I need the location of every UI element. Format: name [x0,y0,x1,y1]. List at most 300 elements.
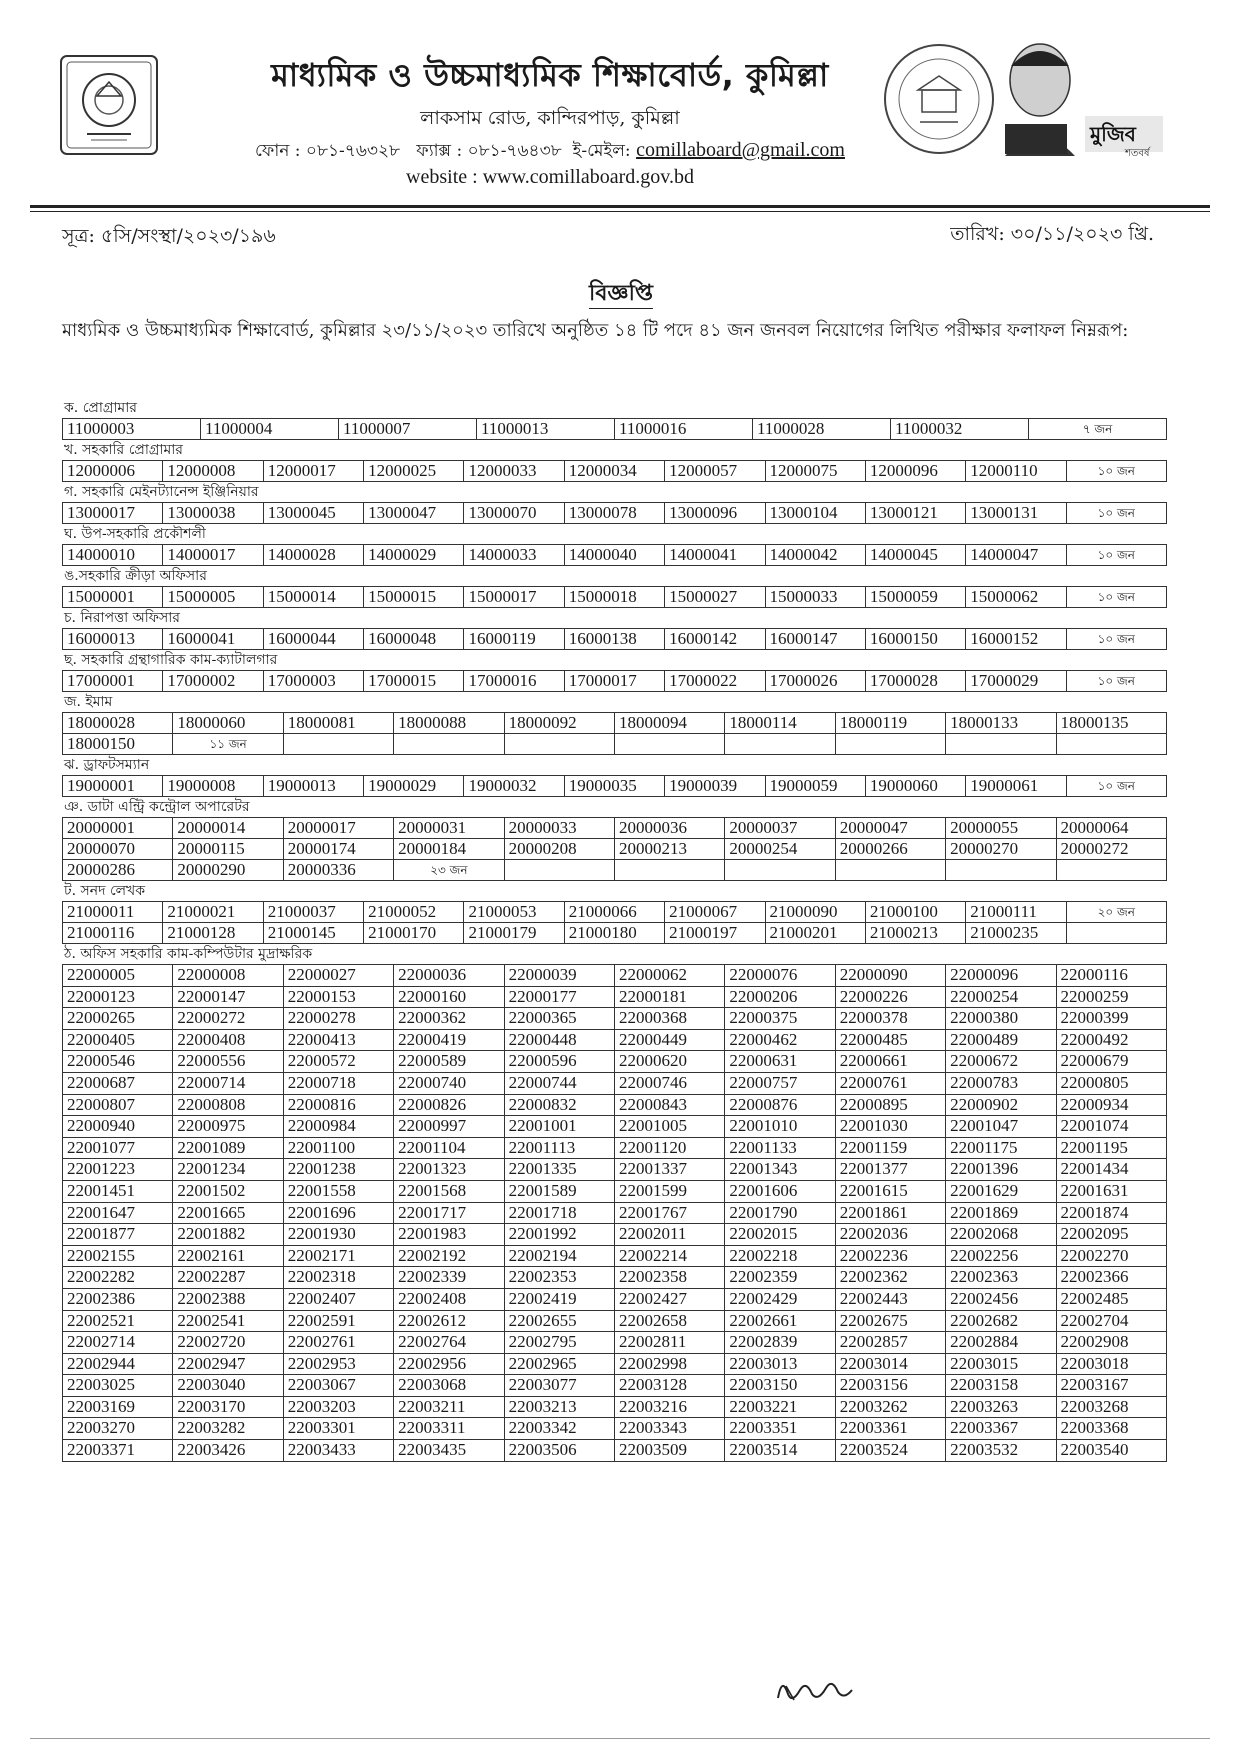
roll-number-cell: 22002015 [725,1224,835,1246]
roll-number-cell: 18000114 [725,713,835,734]
roll-number-cell: 21000201 [765,923,865,944]
roll-number-cell: 15000033 [765,587,865,608]
board-address: লাকসাম রোড, কান্দিরপাড়, কুমিল্লা [420,107,680,129]
table-row [63,1224,1167,1246]
table-row [63,1137,1167,1159]
roll-number-cell: 21000180 [564,923,664,944]
roll-number-cell: 22002944 [63,1353,173,1375]
table-row [63,1029,1167,1051]
table-row [63,1180,1167,1202]
roll-number-cell: 22002419 [504,1288,614,1310]
roll-number-cell: 22002171 [283,1245,393,1267]
roll-number-cell: 22001434 [1056,1159,1166,1181]
roll-number-cell: 22001001 [504,1116,614,1138]
table-row [63,1245,1167,1267]
roll-number-cell: 22000489 [946,1029,1056,1051]
roll-number-cell: 13000121 [865,503,965,524]
table-row [63,1116,1167,1138]
roll-number-cell: 22002068 [946,1224,1056,1246]
table-row [63,545,1167,566]
roll-number-cell: 22000572 [283,1051,393,1073]
roll-number-cell: 22002427 [614,1288,724,1310]
roll-number-cell: 21000213 [865,923,965,944]
roll-number-cell: 12000017 [263,461,363,482]
roll-number-cell: 18000135 [1056,713,1166,734]
roll-number-cell: 22002359 [725,1267,835,1289]
roll-number-cell: 16000152 [966,629,1066,650]
roll-number-cell: 22000757 [725,1072,835,1094]
roll-number-cell: 22003268 [1056,1396,1166,1418]
roll-number-cell: 16000013 [63,629,163,650]
roll-number-cell: 22001718 [504,1202,614,1224]
results-sections [62,398,1167,1462]
roll-number-cell [835,734,945,755]
roll-number-cell: 22003433 [283,1440,393,1462]
header-divider-thin [30,211,1210,212]
roll-number-cell: 21000235 [966,923,1066,944]
roll-number-cell: 17000026 [765,671,865,692]
section-title: জ. ইমাম [64,694,113,710]
roll-number-cell: 22002998 [614,1353,724,1375]
roll-number-cell: 22002270 [1056,1245,1166,1267]
memo-reference: সূত্র: ৫সি/সংস্থা/২০২৩/১৯৬ [62,225,276,247]
roll-number-cell: 22000027 [283,965,393,987]
roll-number-cell: 19000035 [564,776,664,797]
roll-number-cell: 22000039 [504,965,614,987]
email-link[interactable]: comillaboard@gmail.com [636,139,845,161]
roll-number-cell: 21000111 [966,902,1066,923]
mujib-100-portrait [965,28,1175,163]
roll-number-cell: 22001234 [173,1159,283,1181]
roll-number-cell: 20000208 [504,839,614,860]
roll-number-cell: 22000808 [173,1094,283,1116]
roll-number-cell: 22000278 [283,1008,393,1030]
roll-number-cell: 18000119 [835,713,945,734]
roll-number-cell: 22001451 [63,1180,173,1202]
roll-number-cell: 17000003 [263,671,363,692]
roll-number-cell: 22002661 [725,1310,835,1332]
roll-number-cell [504,860,614,881]
roll-number-cell: 22001077 [63,1137,173,1159]
roll-number-cell: 20000047 [835,818,945,839]
roll-number-cell [504,734,614,755]
table-row [63,818,1167,839]
roll-number-cell: 18000094 [614,713,724,734]
candidate-count: ১০ জন [1066,776,1166,797]
roll-number-cell: 21000179 [464,923,564,944]
roll-number-cell: 22003014 [835,1353,945,1375]
roll-number-cell: 22002282 [63,1267,173,1289]
roll-number-cell: 22000718 [283,1072,393,1094]
roll-number-cell: 22000672 [946,1051,1056,1073]
section-title: ঠ. অফিস সহকারি কাম-কম্পিউটার মুদ্রাক্ষরিক [64,946,313,962]
roll-number-cell: 22001175 [946,1137,1056,1159]
candidate-count: ২০ জন [1066,902,1166,923]
roll-number-cell: 22003025 [63,1375,173,1397]
roll-number-cell: 22000005 [63,965,173,987]
result-section [62,440,1167,482]
roll-number-cell: 22000259 [1056,986,1166,1008]
roll-number-cell: 21000053 [464,902,564,923]
roll-number-cell: 21000052 [364,902,464,923]
roll-number-cell: 17000029 [966,671,1066,692]
result-section [62,482,1167,524]
table-row [63,734,1167,755]
table-row [63,923,1167,944]
table-row [63,587,1167,608]
table-row [63,860,1167,881]
memo-date: তারিখ: ৩০/১১/২০২৩ খ্রি. [950,223,1154,245]
table-row [63,1072,1167,1094]
roll-number-cell: 22002965 [504,1353,614,1375]
website-link[interactable]: website : www.comillaboard.gov.bd [406,166,694,188]
table-row [63,1159,1167,1181]
roll-number-cell: 15000017 [464,587,564,608]
roll-number-cell: 22003367 [946,1418,1056,1440]
roll-number-cell: 22002591 [283,1310,393,1332]
section-title: ক. প্রোগ্রামার [64,400,137,416]
section-title: ট. সনদ লেখক [64,883,146,899]
roll-number-cell: 22003169 [63,1396,173,1418]
table-row [63,1202,1167,1224]
roll-number-cell: 22000375 [725,1008,835,1030]
roll-number-cell: 20000014 [173,818,283,839]
fax-number: ফ্যাক্স : ০৮১-৭৬৪৩৮ [416,141,562,161]
roll-number-cell: 20000033 [504,818,614,839]
table-row [63,461,1167,482]
roll-number-cell: 22000449 [614,1029,724,1051]
result-section [62,881,1167,944]
roll-number-cell: 22003128 [614,1375,724,1397]
roll-number-cell: 22000631 [725,1051,835,1073]
table-row [63,1094,1167,1116]
roll-number-cell: 22001589 [504,1180,614,1202]
roll-number-cell: 22000975 [173,1116,283,1138]
table-row [63,1332,1167,1354]
roll-number-cell [283,734,393,755]
roll-number-cell: 22002353 [504,1267,614,1289]
roll-number-cell: 22001877 [63,1224,173,1246]
roll-number-cell: 20000037 [725,818,835,839]
roll-number-cell: 22003540 [1056,1440,1166,1462]
board-seal-logo [57,52,161,158]
roll-number-cell: 15000005 [163,587,263,608]
roll-number-cell: 22001159 [835,1137,945,1159]
roll-number-cell: 19000059 [765,776,865,797]
roll-number-cell: 22000405 [63,1029,173,1051]
table-row [63,503,1167,524]
roll-number-cell: 22002811 [614,1332,724,1354]
roll-number-cell: 16000138 [564,629,664,650]
roll-number-cell: 22000419 [394,1029,504,1051]
table-row [63,986,1167,1008]
roll-number-cell: 22001238 [283,1159,393,1181]
roll-number-cell: 22001074 [1056,1116,1166,1138]
roll-number-cell: 22002095 [1056,1224,1166,1246]
roll-number-cell: 12000096 [865,461,965,482]
roll-number-cell: 22002339 [394,1267,504,1289]
roll-number-cell: 22000462 [725,1029,835,1051]
roll-number-table [62,901,1167,944]
roll-number-cell: 18000060 [173,713,283,734]
roll-number-cell: 13000078 [564,503,664,524]
roll-number-cell: 22001647 [63,1202,173,1224]
roll-number-table [62,670,1167,692]
roll-number-cell: 22001599 [614,1180,724,1202]
roll-number-cell: 22000096 [946,965,1056,987]
roll-number-cell: 22001606 [725,1180,835,1202]
roll-number-cell: 22000783 [946,1072,1056,1094]
roll-number-cell: 17000017 [564,671,664,692]
roll-number-cell: 14000041 [665,545,765,566]
portrait-image [965,28,1175,163]
roll-number-cell: 22001323 [394,1159,504,1181]
roll-number-cell: 22002443 [835,1288,945,1310]
roll-number-cell: ১১ জন [173,734,283,755]
roll-number-cell: 22000620 [614,1051,724,1073]
table-row [63,1353,1167,1375]
roll-number-cell: 22002947 [173,1353,283,1375]
roll-number-cell: 22000090 [835,965,945,987]
roll-number-cell: 22000076 [725,965,835,987]
roll-number-cell: 22001120 [614,1137,724,1159]
roll-number-cell: 20000184 [394,839,504,860]
notice-body: মাধ্যমিক ও উচ্চমাধ্যমিক শিক্ষাবোর্ড, কুমিল্লার ২৩/১১/২০২৩ তারিখে অনুষ্ঠিত ১৪ টি পদে ৪১ জন জনবল নিয়োগের লিখিত পরীক্ষার ফলাফল নিম্নরূপ: [62,320,1129,341]
roll-number-cell: 22002655 [504,1310,614,1332]
roll-number-cell: 19000061 [966,776,1066,797]
roll-number-cell: 22002366 [1056,1267,1166,1289]
roll-number-cell: 14000010 [63,545,163,566]
roll-number-cell: 22000687 [63,1072,173,1094]
roll-number-cell: 22002363 [946,1267,1056,1289]
roll-number-cell: 22001717 [394,1202,504,1224]
roll-number-cell: 22003509 [614,1440,724,1462]
roll-number-cell: 22002011 [614,1224,724,1246]
roll-number-cell: 17000022 [665,671,765,692]
roll-number-cell [725,734,835,755]
mujib-logo-text: মুজিব [1090,122,1136,146]
result-section [62,608,1167,650]
roll-number-cell: 22003015 [946,1353,1056,1375]
roll-number-cell: 22003221 [725,1396,835,1418]
roll-number-cell: 22002429 [725,1288,835,1310]
roll-number-cell: 21000116 [63,923,163,944]
mujib-logo-subtext: শতবর্ষ [1125,148,1150,159]
contact-line [190,138,910,166]
roll-number-cell: 20000254 [725,839,835,860]
roll-number-cell: 22001631 [1056,1180,1166,1202]
roll-number-cell: 13000038 [163,503,263,524]
roll-number-cell: 22002884 [946,1332,1056,1354]
roll-number-cell: 16000142 [665,629,765,650]
roll-number-cell: 22001010 [725,1116,835,1138]
roll-number-cell: 12000034 [564,461,664,482]
roll-number-cell: 11000032 [891,419,1029,440]
roll-number-cell: 22003311 [394,1418,504,1440]
roll-number-cell: 20000070 [63,839,173,860]
roll-number-cell: 22001047 [946,1116,1056,1138]
roll-number-cell: 15000059 [865,587,965,608]
roll-number-cell: 13000045 [263,503,363,524]
roll-number-cell: 22003158 [946,1375,1056,1397]
roll-number-cell: 22000147 [173,986,283,1008]
roll-number-cell: 21000011 [63,902,163,923]
roll-number-cell: 22000368 [614,1008,724,1030]
roll-number-cell: 22000036 [394,965,504,987]
roll-number-cell: 22001089 [173,1137,283,1159]
roll-number-cell [1056,734,1166,755]
roll-number-cell: 22000378 [835,1008,945,1030]
roll-number-cell: 22002521 [63,1310,173,1332]
result-section [62,650,1167,692]
table-row [63,1008,1167,1030]
roll-number-cell: 22000485 [835,1029,945,1051]
roll-number-cell: 22002795 [504,1332,614,1354]
result-section [62,692,1167,755]
roll-number-cell: 20000270 [946,839,1056,860]
candidate-count: ১০ জন [1066,629,1166,650]
empty-cell [1066,923,1166,944]
roll-number-cell: 22000934 [1056,1094,1166,1116]
roll-number-cell: 22001100 [283,1137,393,1159]
roll-number-cell: 21000128 [163,923,263,944]
table-row [63,1440,1167,1462]
roll-number-cell: 20000286 [63,860,173,881]
roll-number-cell: 22002036 [835,1224,945,1246]
roll-number-cell: 22000492 [1056,1029,1166,1051]
roll-number-cell: 19000060 [865,776,965,797]
roll-number-table [62,460,1167,482]
table-row [63,839,1167,860]
roll-number-cell: 14000029 [364,545,464,566]
roll-number-cell: 22001377 [835,1159,945,1181]
roll-number-cell: 20000036 [614,818,724,839]
roll-number-cell: 22000380 [946,1008,1056,1030]
roll-number-cell: 11000028 [753,419,891,440]
roll-number-cell: 22001882 [173,1224,283,1246]
roll-number-cell: 15000015 [364,587,464,608]
table-row [63,671,1167,692]
roll-number-cell: 22003156 [835,1375,945,1397]
roll-number-cell: 22002236 [835,1245,945,1267]
roll-number-cell: 22001861 [835,1202,945,1224]
roll-number-cell: 22000661 [835,1051,945,1073]
roll-number-cell: 22000714 [173,1072,283,1094]
roll-number-cell: 20000115 [173,839,283,860]
roll-number-cell: 13000017 [63,503,163,524]
signature-image [772,1668,858,1708]
roll-number-table [62,544,1167,566]
table-row [63,1396,1167,1418]
roll-number-cell: 14000040 [564,545,664,566]
roll-number-cell: 18000081 [283,713,393,734]
roll-number-cell: 21000145 [263,923,363,944]
roll-number-cell: 22003040 [173,1375,283,1397]
roll-number-cell: 22000984 [283,1116,393,1138]
roll-number-cell: 22002408 [394,1288,504,1310]
roll-number-cell: 22000413 [283,1029,393,1051]
roll-number-cell: 22003262 [835,1396,945,1418]
roll-number-cell: 14000033 [464,545,564,566]
roll-number-cell: 22002218 [725,1245,835,1267]
roll-number-cell: 22000895 [835,1094,945,1116]
roll-number-cell: 22002287 [173,1267,283,1289]
roll-number-cell: 16000044 [263,629,363,650]
roll-number-cell: 22000940 [63,1116,173,1138]
roll-number-table [62,775,1167,797]
roll-number-cell: 22000160 [394,986,504,1008]
roll-number-cell: 22001790 [725,1202,835,1224]
roll-number-cell: 22003361 [835,1418,945,1440]
roll-number-cell: 20000213 [614,839,724,860]
roll-number-cell: 22002764 [394,1332,504,1354]
roll-number-cell: 22001104 [394,1137,504,1159]
roll-number-cell: 18000133 [946,713,1056,734]
candidate-count: ৭ জন [1029,419,1167,440]
roll-number-cell: 15000062 [966,587,1066,608]
roll-number-cell: 21000090 [765,902,865,923]
roll-number-cell: 22001337 [614,1159,724,1181]
roll-number-cell: 22003167 [1056,1375,1166,1397]
result-section [62,398,1167,440]
roll-number-cell: 21000037 [263,902,363,923]
roll-number-cell: 22000997 [394,1116,504,1138]
roll-number-cell: 22002358 [614,1267,724,1289]
roll-number-cell: 22003203 [283,1396,393,1418]
roll-number-cell: 22001930 [283,1224,393,1246]
roll-number-cell: 22002953 [283,1353,393,1375]
roll-number-cell: 20000001 [63,818,173,839]
roll-number-cell: 22001343 [725,1159,835,1181]
roll-number-cell: 22003018 [1056,1353,1166,1375]
roll-number-cell: 22000153 [283,986,393,1008]
roll-number-cell: 22000832 [504,1094,614,1116]
roll-number-table [62,418,1167,440]
table-row [63,713,1167,734]
roll-number-cell: 22001767 [614,1202,724,1224]
section-title: খ. সহকারি প্রোগ্রামার [64,442,183,458]
roll-number-cell: 22000876 [725,1094,835,1116]
table-row [63,1051,1167,1073]
roll-number-cell: 22000254 [946,986,1056,1008]
roll-number-cell: 16000150 [865,629,965,650]
roll-number-cell: 15000027 [665,587,765,608]
roll-number-cell: 22001696 [283,1202,393,1224]
roll-number-cell: 18000088 [394,713,504,734]
roll-number-cell: 14000017 [163,545,263,566]
roll-number-cell: 22002720 [173,1332,283,1354]
roll-number-cell: 22003301 [283,1418,393,1440]
roll-number-cell: 22002704 [1056,1310,1166,1332]
roll-number-cell: 22003532 [946,1440,1056,1462]
roll-number-cell: 22002214 [614,1245,724,1267]
section-title: চ. নিরাপত্তা অফিসার [64,610,180,626]
header-divider-thick [30,205,1210,208]
phone-number: ফোন : ০৮১-৭৬৩২৮ [255,141,401,161]
roll-number-cell: 22003270 [63,1418,173,1440]
roll-number-cell: 22002155 [63,1245,173,1267]
roll-number-table [62,712,1167,755]
roll-number-cell: 22001558 [283,1180,393,1202]
notice-heading [0,276,1242,313]
roll-number-cell: 13000131 [966,503,1066,524]
roll-number-cell: 20000064 [1056,818,1166,839]
roll-number-cell: 22003170 [173,1396,283,1418]
candidate-count: ১০ জন [1066,461,1166,482]
roll-number-cell: 13000070 [464,503,564,524]
roll-number-cell: 18000092 [504,713,614,734]
roll-number-cell: 22000740 [394,1072,504,1094]
